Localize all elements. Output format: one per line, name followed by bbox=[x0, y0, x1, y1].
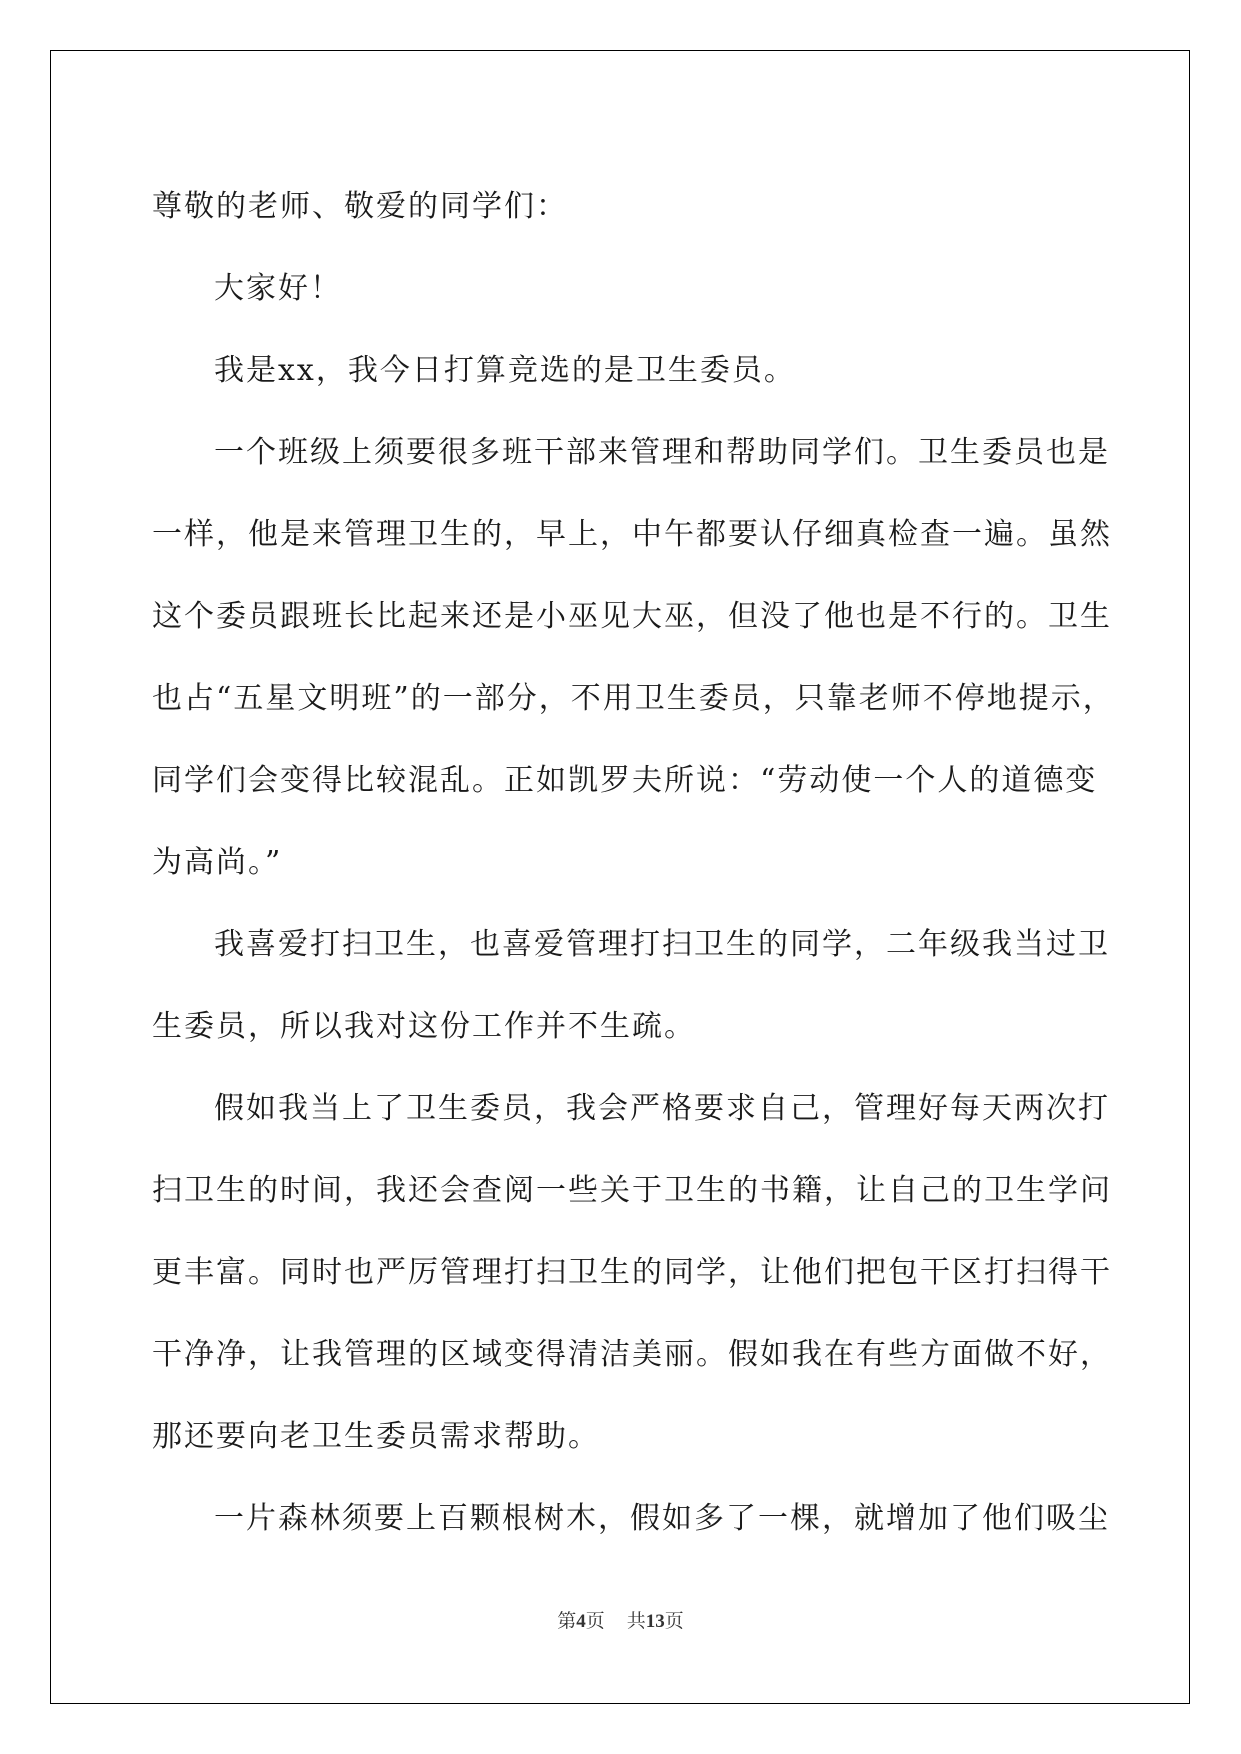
paragraph-line: 扫 卫 生 的 时 间 ， 我 还 会 查 阅 一 些 关 于 卫 生 的 书 籍 ， 让 自 己 的 卫 生 学 问 bbox=[152, 1173, 1112, 1208]
paragraph-line: 尊敬的老师、敬爱的同学们： bbox=[152, 189, 568, 224]
page-footer bbox=[0, 1606, 1241, 1633]
paragraph-line: 那还要向老卫生委员需求帮助。 bbox=[152, 1419, 600, 1454]
paragraph-line: 假 如 我 当 上 了 卫 生 委 员 ， 我 会 严 格 要 求 自 己 ， 管 理 好 每 天 两 次 打 bbox=[214, 1091, 1110, 1126]
footer-page-number: 4 bbox=[576, 1611, 586, 1632]
paragraph-line: 一 样 ， 他 是 来 管 理 卫 生 的 ， 早 上 ， 中 午 都 要 认 仔 细 真 检 查 一 遍 。 虽 然 bbox=[152, 517, 1112, 552]
paragraph-line: 生委员，所以我对这份工作并不生疏。 bbox=[152, 1009, 696, 1044]
paragraph-line: 为高尚。” bbox=[152, 845, 283, 880]
footer-total-suffix: 页 bbox=[664, 1610, 684, 1632]
footer-page-prefix: 第 bbox=[557, 1610, 577, 1632]
paragraph-line: 大家好！ bbox=[214, 271, 342, 306]
paragraph-line: 我是xx，我今日打算竞选的是卫生委员。 bbox=[214, 353, 796, 388]
paragraph-line: 更 丰 富 。 同 时 也 严 厉 管 理 打 扫 卫 生 的 同 学 ， 让 他 们 把 包 干 区 打 扫 得 干 bbox=[152, 1255, 1112, 1290]
paragraph-line: 干 净 净 ， 让 我 管 理 的 区 域 变 得 清 洁 美 丽 。 假 如 我 在 有 些 方 面 做 不 好 ， bbox=[152, 1337, 1112, 1372]
paragraph-line: 一片森林须要上百颗根树木，假如多了一棵，就增加了他们吸尘 bbox=[214, 1501, 1110, 1536]
paragraph-line: 也 占 “ 五 星 文 明 班 ” 的 一 部 分 ， 不 用 卫 生 委 员 ， 只 靠 老 师 不 停 地 提 示 ， bbox=[152, 681, 1115, 716]
paragraph-line: 同 学 们 会 变 得 比 较 混 乱 。 正 如 凯 罗 夫 所 说 ： “ 劳 动 使 一 个 人 的 道 德 变 bbox=[152, 763, 1098, 798]
paragraph-line: 一 个 班 级 上 须 要 很 多 班 干 部 来 管 理 和 帮 助 同 学 们 。 卫 生 委 员 也 是 bbox=[214, 435, 1110, 470]
paragraph-line: 我 喜 爱 打 扫 卫 生 ， 也 喜 爱 管 理 打 扫 卫 生 的 同 学 ， 二 年 级 我 当 过 卫 bbox=[214, 927, 1110, 962]
document-body bbox=[152, 166, 1115, 1560]
paragraph-line: 这 个 委 员 跟 班 长 比 起 来 还 是 小 巫 见 大 巫 ， 但 没 了 他 也 是 不 行 的 。 卫 生 bbox=[152, 599, 1112, 634]
footer-total-prefix: 共 bbox=[626, 1610, 646, 1632]
footer-total-pages: 13 bbox=[645, 1611, 665, 1632]
footer-page-suffix: 页 bbox=[585, 1610, 605, 1632]
